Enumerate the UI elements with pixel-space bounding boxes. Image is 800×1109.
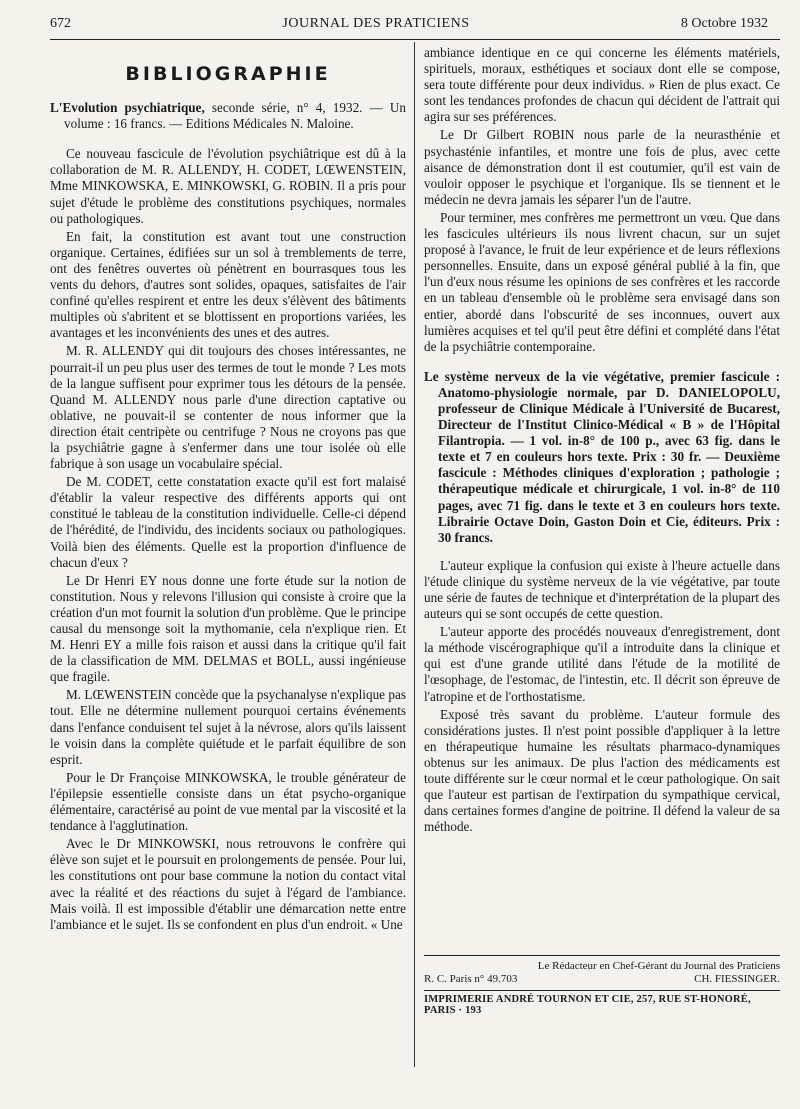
review2-citation: Le système nerveux de la vie végétative, premier fascicule : Anatomo-physiologie normale, par D. DANIELOPOLU, professeur de Clinique Médicale à l'Université de Bucarest, Directeur de l'Institut Clinico-Médical « B » de l'Hôpital Filantropia. — 1 vol. in-8° de 100 p., avec 63 fig. dans le texte et 7 en couleurs hors texte. Prix : 30 fr. — Deuxième fascicule : Méthodes cliniques d'exploration ; pathologie ; thérapeutique médicale et chirurgicale, 1 vol. in-8° de 110 pages, avec 71 fig. dans le texte et 3 en couleurs hors texte. Librairie Octave Doin, Gaston Doin et Cie, éditeurs. Prix : 30 francs. <box>424 368 780 545</box>
review1-paragraph: Ce nouveau fascicule de l'évolution psychiâtrique est dû à la collaboration de M. R. ALLENDY, H. CODET, LŒWENSTEIN, Mme MINKOWSKA, E. MINKOWSKI, G. ROBIN. Il a pris pour sujet d'étude le problème des constitutions psychiques, normales ou pathologiques. <box>50 146 406 226</box>
left-column <box>50 58 406 935</box>
section-title: BIBLIOGRAPHIE <box>125 63 331 85</box>
review2-paragraph: Exposé très savant du problème. L'auteur formule des considérations justes. Il n'est point possible d'appliquer à la lettre en thérapeutique humaine les résultats pharmaco-dynamiques obtenus sur les animaux. De plus l'action des médicaments est toute différente sur le cœur normal et le cœur pathologique. On sait que l'auteur est partisan de l'extirpation du sympathique cervical, dans certaines formes d'angine de poitrine. Il défend la valeur de sa méthode. <box>424 706 780 835</box>
page-header <box>50 16 768 38</box>
review1-paragraph: Le Dr Henri EY nous donne une forte étude sur la notion de constitution. Nous y relevons l'illusion qui consiste à croire que la création d'un mot fournit la solution d'un problème. Que le principe causal du mensonge soit la mythomanie, cela n'explique rien. Et M. Henri EY a mille fois raison et aussi dans la critique qu'il fait de la classification de MM. DELMAS et BOLL, aussi ingénieuse que fragile. <box>50 572 406 685</box>
footer-redacteur: Le Rédacteur en Chef-Gérant du Journal des Praticiens <box>537 960 780 972</box>
review2-paragraph: L'auteur explique la confusion qui existe à l'heure actuelle dans l'étude clinique du système nerveux de la vie végétative, par toute une série de fautes de technique et d'interprétation de la plupart des auteurs qui se sont occupés de cette question. <box>424 557 780 622</box>
journal-title: JOURNAL DES PRATICIENS <box>282 16 470 31</box>
review1-paragraph: Avec le Dr MINKOWSKI, nous retrouvons le confrère qui élève son sujet et le poursuit en prolongements de pensée. Pour lui, les constitutions ont pour base commune la notion du contact vital avec la réalité et des réactions du sujet à l'égard de l'ambiance. Mais voilà. Il est impossible d'établir une démarcation nette entre l'ambiance et le sujet. Ils se confondent en plus d'un endroit. « Une <box>50 836 406 932</box>
review1-book-details: seconde série, n° 4, 1932. — Un volume : 16 francs. — Editions Médicales N. Maloine. <box>64 100 406 132</box>
imprint: IMPRIMERIE ANDRÉ TOURNON ET CIE, 257, RUE ST-HONORÉ, PARIS · 193 <box>424 994 751 1016</box>
review1-citation <box>50 100 406 132</box>
page-number: 672 <box>50 16 71 31</box>
review1-paragraph: En fait, la constitution est avant tout une construction organique. Certaines, édifiées sur un sol à tremblements de terre, ont des fenêtres ouvertes où pénètrent en bourrasques tous les vents du dehors, d'autres sont solides, opaques, satisfaites de l'air confiné qu'elles respirent et entre les deux s'élèvent des bâtiments multiples où s'abritent et se blottissent en proportions variées, les avantages et les inconvénients des unes et des autres. <box>50 228 406 341</box>
review2-paragraph: L'auteur apporte des procédés nouveaux d'enregistrement, dont la méthode viscérographique qu'il a introduite dans la clinique et qui est d'une grande utilité dans l'étude de la motilité de l'œsophage, de l'estomac, de l'intestin, etc. Il décrit son épreuve de l'atropine et de l'orthostatisme. <box>424 624 780 704</box>
column-divider <box>414 42 415 1067</box>
review1-paragraph: Pour le Dr Françoise MINKOWSKA, le trouble générateur de l'épilepsie essentielle consiste dans un état psycho-organique élémentaire, caractérisé au point de vue mental par la viscosité et la tendance à l'agglutination. <box>50 769 406 834</box>
review1-paragraph: M. R. ALLENDY qui dit toujours des choses intéressantes, ne pourrait-il un peu plus user des termes de tout le monde ? Les mots de la langue suffisent pour exprimer tous les détours de la pensée. Quand M. ALLENDY nous parle d'une direction captative ou oblative, ne pouvait-il se contenter de nous informer que la direction était centripète ou centrifuge ? Nous ne croyons pas que la psychiâtrie gagne à s'enfermer dans une tour isolée où elle fabrique à son usage un vocabulaire spécial. <box>50 343 406 472</box>
right-column <box>424 45 780 837</box>
footer-name: CH. FIESSINGER. <box>694 973 780 985</box>
review1-continued: ambiance identique en ce qui concerne les éléments matériels, spirituels, moraux, esthétiques et sociaux dont elle se compose, sera toute différente pour deux individus. » Rien de plus exact. Ce sont les tendances profondes de chacun qui décident de l'attrait qui agira sur ses préférences. <box>424 45 780 125</box>
footer-rc: R. C. Paris n° 49.703 <box>424 973 518 985</box>
review1-continued: Le Dr Gilbert ROBIN nous parle de la neurasthénie et psychasténie infantiles, et montre une fois de plus, avec cette aisance de démonstration dont il est coutumier, qu'il est vain de vouloir opposer le psychique et l'organique. Ils se tiennent et le médecin ne devra jamais les séparer l'un de l'autre. <box>424 127 780 207</box>
header-rule <box>50 39 780 40</box>
imprint-rule <box>424 990 780 991</box>
review1-paragraph: De M. CODET, cette constatation exacte qu'il est fort malaisé d'établir la valeur respective des différents apports qui ont constitué le tableau de la constitution individuelle. Celle-ci dépend de l'hérédité, de l'individu, des incidents sociaux ou pathologiques. Voilà bien des éléments. Quelle est la proportion d'influence de chacun d'eux ? <box>50 474 406 570</box>
review1-paragraph: M. LŒWENSTEIN concède que la psychanalyse n'explique pas tout. Elle ne détermine nullement pourquoi certains événements dans l'enfance conduisent tel sujet à la névrose, alors qu'ils laissent le voisin dans la complète quiétude et le parfait équilibre de son esprit. <box>50 687 406 767</box>
review1-continued: Pour terminer, mes confrères me permettront un vœu. Que dans les fascicules ultérieurs ils nous livrent chacun, sur un sujet proposé à l'avance, le fruit de leur expérience et de leurs réflexions personnelles. Ensuite, dans un exposé général publié à la fin, que l'un d'eux nous résume les opinions de ses confrères et les raccorde en un tableau d'ensemble où le problème sera envisagé dans son entier, abordé dans l'obscurité de ses inconnues, ouvert aux lumières acquises et tel qu'il peut être défini et complété dans l'état de la psychiâtrie contemporaine. <box>424 209 780 354</box>
issue-date: 8 Octobre 1932 <box>680 16 768 31</box>
footer <box>424 960 780 986</box>
footer-rule <box>424 955 780 956</box>
review1-book-title: L'Evolution psychiatrique, <box>50 100 205 116</box>
